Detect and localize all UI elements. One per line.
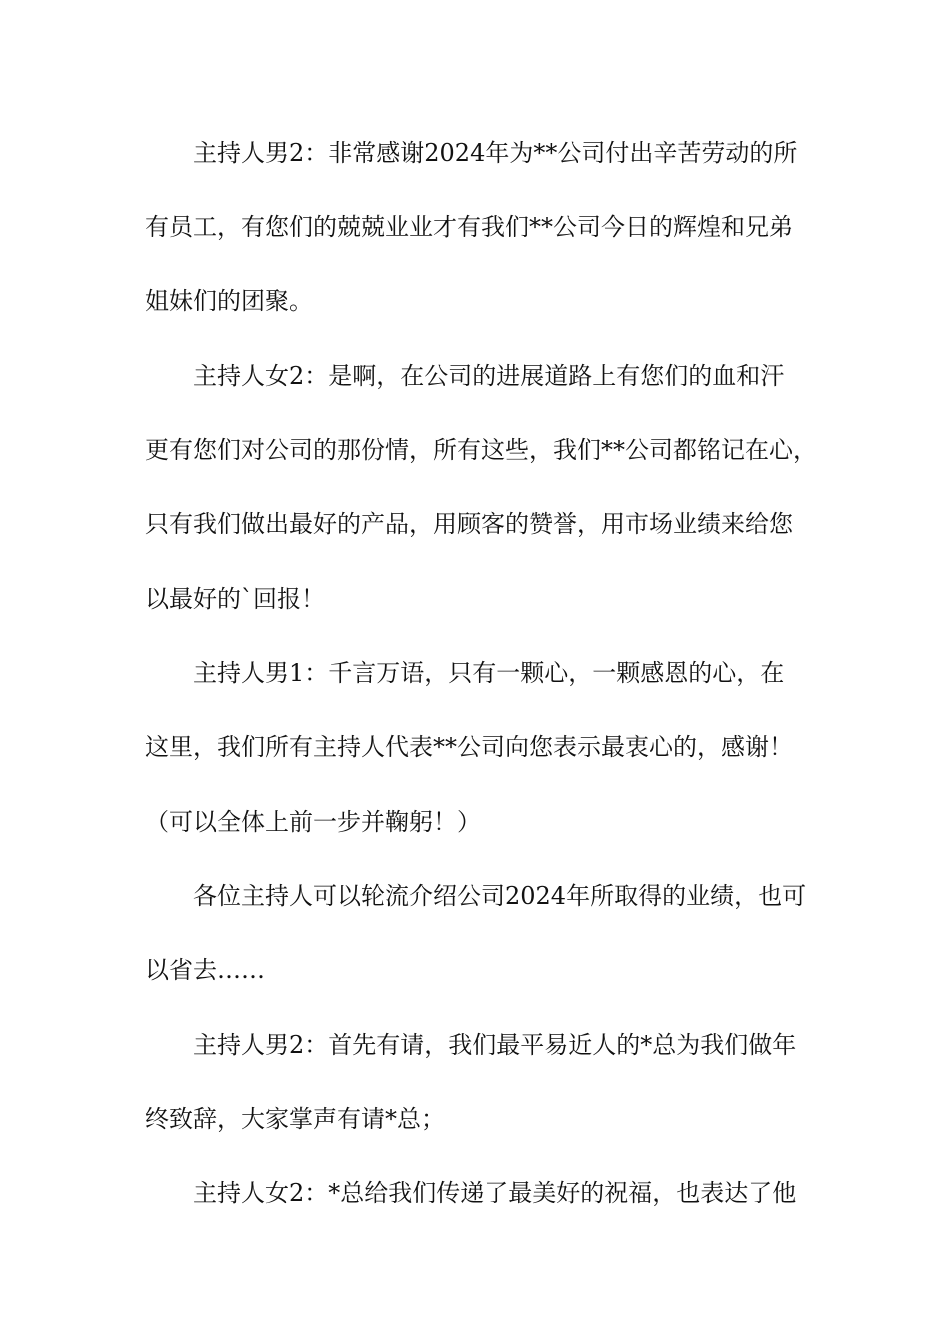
paragraph-3-line-3: （可以全体上前一步并鞠躬！）	[145, 808, 481, 836]
paragraph-2-line-4: 以最好的`回报！	[145, 585, 325, 613]
paragraph-6-line-1: 主持人女2：*总给我们传递了最美好的祝福，也表达了他	[193, 1179, 797, 1207]
paragraph-3-line-1: 主持人男1：千言万语，只有一颗心，一颗感恩的心，在	[193, 659, 785, 687]
paragraph-5-line-1: 主持人男2：首先有请，我们最平易近人的*总为我们做年	[193, 1031, 797, 1059]
paragraph-4-line-1: 各位主持人可以轮流介绍公司2024年所取得的业绩，也可	[193, 882, 807, 910]
paragraph-5-line-2: 终致辞，大家掌声有请*总；	[145, 1105, 445, 1133]
paragraph-2-line-3: 只有我们做出最好的产品，用顾客的赞誉，用市场业绩来给您	[145, 510, 793, 538]
paragraph-2-line-2: 更有您们对公司的那份情，所有这些，我们**公司都铭记在心，	[145, 436, 817, 464]
paragraph-4-line-2: 以省去……	[145, 956, 265, 984]
paragraph-1-line-3: 姐妹们的团聚。	[145, 287, 313, 315]
paragraph-1-line-2: 有员工，有您们的兢兢业业才有我们**公司今日的辉煌和兄弟	[145, 213, 793, 241]
paragraph-2-line-1: 主持人女2：是啊，在公司的进展道路上有您们的血和汗	[193, 362, 785, 390]
paragraph-3-line-2: 这里，我们所有主持人代表**公司向您表示最衷心的，感谢！	[145, 733, 793, 761]
paragraph-1-line-1: 主持人男2：非常感谢2024年为**公司付出辛苦劳动的所	[193, 139, 798, 167]
